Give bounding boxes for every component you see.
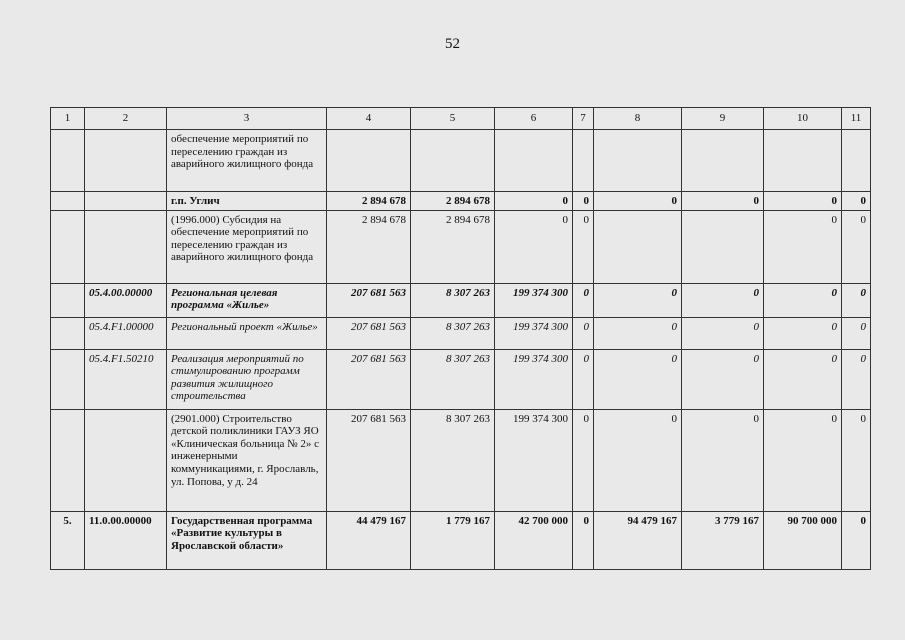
cell-col-9	[682, 210, 764, 283]
cell-code: 05.4.F1.50210	[85, 349, 167, 409]
cell-col-7: 0	[573, 317, 594, 349]
cell-total: 207 681 563	[327, 317, 411, 349]
table-row	[51, 349, 871, 409]
cell-col-5: 2 894 678	[411, 210, 495, 283]
cell-code	[85, 210, 167, 283]
cell-col-10: 0	[764, 349, 842, 409]
cell-col-7: 0	[573, 210, 594, 283]
cell-total: 207 681 563	[327, 283, 411, 317]
cell-col-8	[594, 130, 682, 192]
cell-col-6: 199 374 300	[495, 349, 573, 409]
cell-row-number	[51, 349, 85, 409]
cell-col-10	[764, 130, 842, 192]
cell-col-10: 0	[764, 283, 842, 317]
cell-col-6: 42 700 000	[495, 511, 573, 569]
header-cell: 10	[764, 108, 842, 130]
cell-code: 11.0.00.00000	[85, 511, 167, 569]
cell-name: Региональная целевая программа «Жилье»	[167, 283, 327, 317]
cell-total	[327, 130, 411, 192]
cell-col-11: 0	[842, 349, 871, 409]
cell-col-6	[495, 130, 573, 192]
header-cell: 9	[682, 108, 764, 130]
cell-name: Государственная программа «Развитие культуры в Ярославской области»	[167, 511, 327, 569]
cell-row-number: 5.	[51, 511, 85, 569]
cell-col-6: 0	[495, 192, 573, 211]
cell-col-10: 90 700 000	[764, 511, 842, 569]
cell-col-6: 199 374 300	[495, 317, 573, 349]
cell-col-7: 0	[573, 192, 594, 211]
cell-col-9: 0	[682, 192, 764, 211]
cell-code	[85, 409, 167, 511]
cell-code	[85, 192, 167, 211]
cell-total: 44 479 167	[327, 511, 411, 569]
cell-col-10: 0	[764, 192, 842, 211]
cell-col-11: 0	[842, 192, 871, 211]
cell-total: 2 894 678	[327, 192, 411, 211]
cell-col-11: 0	[842, 317, 871, 349]
header-cell: 5	[411, 108, 495, 130]
page-number: 52	[445, 36, 460, 52]
header-cell: 3	[167, 108, 327, 130]
header-row	[51, 108, 871, 130]
cell-col-8: 0	[594, 349, 682, 409]
cell-col-11: 0	[842, 283, 871, 317]
header-cell: 2	[85, 108, 167, 130]
cell-code: 05.4.00.00000	[85, 283, 167, 317]
cell-col-7: 0	[573, 349, 594, 409]
cell-col-5: 1 779 167	[411, 511, 495, 569]
cell-col-5: 8 307 263	[411, 349, 495, 409]
cell-col-8: 0	[594, 283, 682, 317]
header-cell: 7	[573, 108, 594, 130]
cell-col-11	[842, 130, 871, 192]
cell-col-8	[594, 210, 682, 283]
cell-col-7: 0	[573, 511, 594, 569]
cell-total: 207 681 563	[327, 409, 411, 511]
header-cell: 8	[594, 108, 682, 130]
header-cell: 1	[51, 108, 85, 130]
cell-col-7: 0	[573, 409, 594, 511]
cell-row-number	[51, 409, 85, 511]
budget-table	[50, 107, 871, 570]
cell-col-11: 0	[842, 210, 871, 283]
cell-col-8: 94 479 167	[594, 511, 682, 569]
cell-col-5: 8 307 263	[411, 409, 495, 511]
cell-col-7: 0	[573, 283, 594, 317]
cell-row-number	[51, 210, 85, 283]
cell-code	[85, 130, 167, 192]
table-row	[51, 317, 871, 349]
cell-name: Региональный проект «Жилье»	[167, 317, 327, 349]
cell-col-9: 0	[682, 283, 764, 317]
cell-name: обеспечение мероприятий по переселению граждан из аварийного жилищного фонда	[167, 130, 327, 192]
cell-col-10: 0	[764, 210, 842, 283]
cell-code: 05.4.F1.00000	[85, 317, 167, 349]
cell-name: г.п. Углич	[167, 192, 327, 211]
cell-col-6: 199 374 300	[495, 409, 573, 511]
cell-total: 207 681 563	[327, 349, 411, 409]
table-row	[51, 283, 871, 317]
cell-name: (2901.000) Строительство детской поликлиники ГАУЗ ЯО «Клиническая больница № 2» с инженерными коммуникациями, г. Ярославль, ул. Попова, у д. 24	[167, 409, 327, 511]
header-cell: 6	[495, 108, 573, 130]
cell-col-6: 0	[495, 210, 573, 283]
cell-col-5: 2 894 678	[411, 192, 495, 211]
table-body	[51, 108, 871, 570]
cell-col-5: 8 307 263	[411, 283, 495, 317]
header-cell: 11	[842, 108, 871, 130]
table-row	[51, 409, 871, 511]
cell-col-8: 0	[594, 409, 682, 511]
cell-col-5	[411, 130, 495, 192]
cell-row-number	[51, 317, 85, 349]
cell-col-7	[573, 130, 594, 192]
cell-col-9: 0	[682, 349, 764, 409]
cell-col-9: 0	[682, 409, 764, 511]
cell-col-11: 0	[842, 511, 871, 569]
table-row	[51, 511, 871, 569]
header-cell: 4	[327, 108, 411, 130]
table-row	[51, 192, 871, 211]
cell-total: 2 894 678	[327, 210, 411, 283]
table-row	[51, 210, 871, 283]
cell-row-number	[51, 283, 85, 317]
cell-name: Реализация мероприятий по стимулированию программ развития жилищного строительства	[167, 349, 327, 409]
cell-row-number	[51, 192, 85, 211]
cell-col-8: 0	[594, 192, 682, 211]
cell-col-10: 0	[764, 317, 842, 349]
cell-col-9	[682, 130, 764, 192]
cell-col-5: 8 307 263	[411, 317, 495, 349]
table-row	[51, 130, 871, 192]
cell-col-9: 3 779 167	[682, 511, 764, 569]
cell-col-8: 0	[594, 317, 682, 349]
cell-col-6: 199 374 300	[495, 283, 573, 317]
cell-col-10: 0	[764, 409, 842, 511]
cell-col-11: 0	[842, 409, 871, 511]
cell-col-9: 0	[682, 317, 764, 349]
cell-name: (1996.000) Субсидия на обеспечение мероприятий по переселению граждан из аварийного жилищного фонда	[167, 210, 327, 283]
cell-row-number	[51, 130, 85, 192]
